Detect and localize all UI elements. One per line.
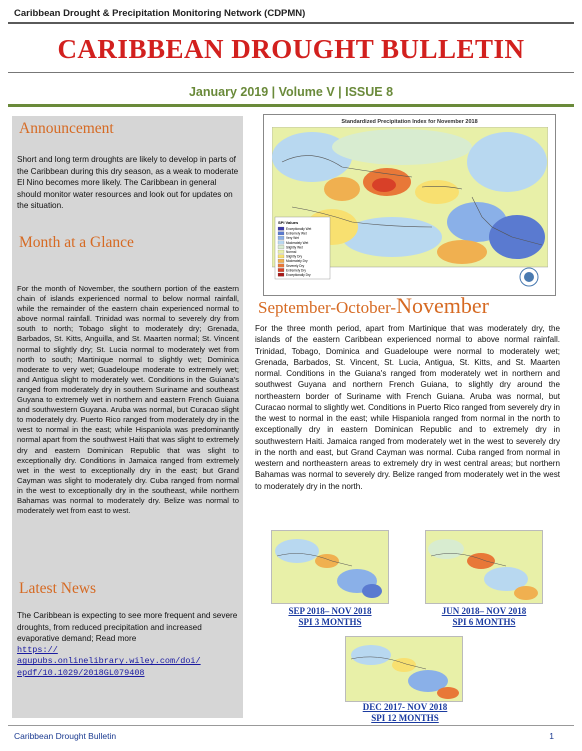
legend-label: Slightly Dry — [286, 254, 303, 259]
latest-news-link[interactable] — [17, 645, 239, 680]
map-title: Standardized Precipitation Index for November 2018 — [341, 119, 478, 125]
spi-3-map — [272, 531, 388, 603]
legend-label: Slightly Wet — [286, 245, 303, 250]
spi-12-label[interactable]: SPI 12 MONTHS — [371, 713, 439, 723]
legend-swatch — [278, 264, 284, 267]
spi-6-thumbnail — [425, 530, 543, 604]
son-heading — [258, 293, 489, 319]
spi-3-thumbnail — [271, 530, 389, 604]
month-glance-heading: Month at a Glance — [19, 234, 134, 251]
footer-title: Caribbean Drought Bulletin — [14, 731, 117, 741]
spi-12-thumbnail — [345, 636, 463, 702]
title-divider — [8, 72, 574, 73]
legend-swatch — [278, 236, 284, 239]
bulletin-title: CARIBBEAN DROUGHT BULLETIN — [57, 34, 525, 64]
spi-6-period[interactable]: JUN 2018– NOV 2018 — [441, 606, 527, 616]
spi-3-label[interactable]: SPI 3 MONTHS — [298, 617, 362, 627]
spi-6-caption — [409, 606, 559, 628]
legend-label: Exceptionally Wet — [286, 227, 312, 231]
legend-swatch — [278, 245, 284, 248]
legend-label: Moderately Wet — [286, 240, 309, 245]
latest-news-heading: Latest News — [19, 580, 97, 597]
legend-swatch — [278, 232, 284, 235]
spi-6-label[interactable]: SPI 6 MONTHS — [452, 617, 516, 627]
announcement-heading: Announcement — [19, 120, 114, 137]
legend-label: Normal — [286, 250, 297, 254]
link-line: epdf/10.1029/2018GL079408 — [17, 667, 145, 678]
son-heading-small: September-October- — [258, 298, 397, 317]
month-glance-text: For the month of November, the southern portion of the eastern chain of islands experienced normal to below normal rainfall, while the remainder of the eastern chain experienced normal to above normal rainfall. Trinidad was normal to severely dry from south to north; Tobago slight to moderately dry; Grenada, Barbados, St. Kitts, Anguilla, and St. Maarten normal; St. Vincent normal to slightly dry; St. Lucia normal to moderately wet from north to south; Martinique normal to slightly wet; Dominica moderate to very wet; Guadeloupe moderate to extremely wet; and Antigua slight to moderately wet. Conditions in the Guiana's ranged from moderately dry in southern Suriname and southeast Guyana to extremely wet in northern and eastern French Guiana and southwestern Guyana. Aruba was normal, but Curacao slight to moderately dry. Puerto Rico ranged from moderately dry in the west to normal in the east; while Hispaniola was predominantly normal apart from the southwest Haiti that was slight to extremely dry and eastern Dominican Republic that was slight to exceptionally dry. Conditions in Jamaica ranged from extremely wet in the west to exceptionally dry in the east; but Grand Cayman was slight to moderately dry. Cuba ranged from normal in the west to exceptionally dry in the southeast, while northern Bahamas was normal to moderately dry. Belize was normal to moderately wet from east to west. — [17, 284, 239, 516]
announcement-text: Short and long term droughts are likely to develop in parts of the Caribbean during this dry season, as a weak to moderate El Nino becomes more likely. The Caribbean in general should monitor water resources and look out for updates on the situation. — [17, 155, 239, 211]
son-text: For the three month period, apart from Martinique that was moderately dry, the islands of the eastern Caribbean experienced normal to above normal rainfall. Trinidad, Tobago, Dominica and Guadeloupe were normal to moderately wet; Grenada, Barbados, St. Vincent, St. Lucia, Antigua, St. Kitts, and St. Maarten normal. Conditions in the Guiana's ranged from moderately wet in northern and southwest Guyana and northern French Guiana, to slightly dry around the northeastern border of Suriname with French Guiana. Aruba was normal, but Curacao normal to slightly wet. Conditions in Puerto Rico ranged from severely dry in the west to normal in the east; while Hispaniola ranged from normal in the north to exceptionally dry in eastern Dominican Republic and to extremely dry in southwestern Haiti. Jamaica ranged from moderately wet in the west to severely dry in the north and east, but Grand Cayman was normal. Cuba ranged from normal in western and northeastern areas to extremely dry in west central areas; but northern Bahamas was normal to severely dry. Belize ranged from moderately wet in the west to moderately dry in the north. — [255, 324, 560, 491]
legend-label: Moderately Dry — [286, 259, 308, 264]
link-line: agupubs.onlinelibrary.wiley.com/doi/ — [17, 656, 201, 667]
spi-3-caption — [255, 606, 405, 628]
legend-title: SPI Values — [278, 220, 299, 225]
legend-label: Severely Dry — [286, 263, 305, 268]
network-title: Caribbean Drought & Precipitation Monitoring Network (CDPMN) — [14, 8, 306, 19]
header-divider — [8, 22, 574, 24]
spi-12-map — [346, 637, 462, 701]
legend-swatch — [278, 241, 284, 244]
legend-swatch — [278, 259, 284, 262]
legend-label: Extremely Wet — [286, 231, 307, 236]
spi-12-caption — [330, 702, 480, 724]
footer-divider — [8, 725, 574, 726]
spi-3-period[interactable]: SEP 2018– NOV 2018 — [288, 606, 372, 616]
issue-line: January 2019 | Volume V | ISSUE 8 — [188, 85, 394, 99]
legend-swatch — [278, 250, 284, 253]
latest-news-text: The Caribbean is expecting to see more frequent and severe droughts, from reduced precipitation and increased evaporative demand; Read more — [17, 611, 238, 644]
spi-map-figure — [263, 114, 556, 296]
spi-map — [272, 127, 548, 291]
legend-label: Extremely Dry — [286, 268, 307, 273]
issue-divider — [8, 104, 574, 107]
page-number: 1 — [549, 731, 554, 741]
legend-swatch — [278, 255, 284, 258]
legend-label: Very Wet — [286, 236, 299, 241]
legend-swatch — [278, 273, 284, 276]
son-heading-big: November — [396, 293, 489, 318]
link-line: https:// — [17, 644, 58, 655]
spi-12-period[interactable]: DEC 2017- NOV 2018 — [362, 702, 448, 712]
sidebar — [12, 116, 243, 718]
legend-swatch — [278, 268, 284, 271]
legend-label: Exceptionally Dry — [286, 273, 311, 277]
spi-6-map — [426, 531, 542, 603]
latest-news-block — [17, 610, 239, 679]
legend-swatch — [278, 227, 284, 230]
